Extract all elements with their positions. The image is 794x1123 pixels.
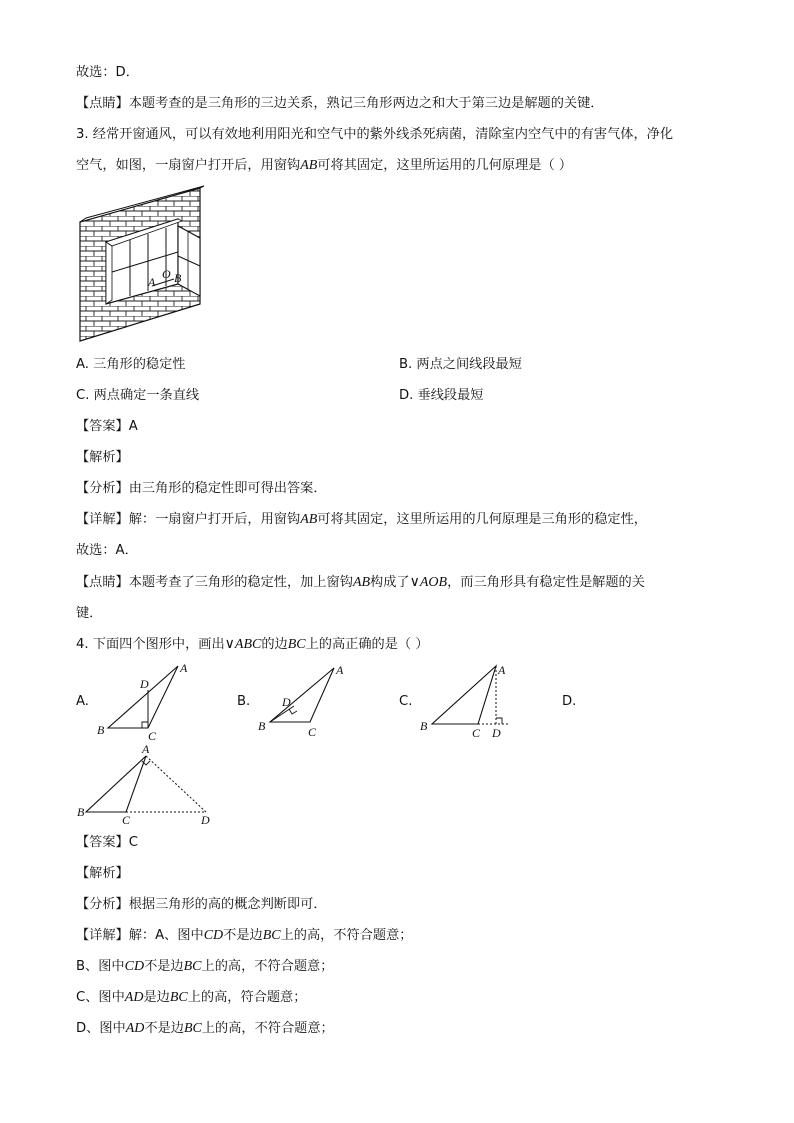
fig-option-c: C.	[399, 694, 413, 709]
label-D: D	[282, 695, 291, 709]
text-line: 【点睛】本题考查的是三角形的三边关系，熟记三角形两边之和大于第三边是解题的关键．	[76, 96, 604, 111]
detail-text: C、图中AD是边BC上的高，符合题意；	[76, 990, 307, 1005]
comment-text: 键．	[76, 606, 103, 621]
label-D: D	[492, 726, 501, 740]
label-A: A	[142, 742, 150, 756]
label-B: B	[420, 719, 428, 733]
window-figure	[78, 186, 213, 344]
option-d: D. 垂线段最短	[399, 388, 484, 403]
label-A: A	[498, 663, 506, 677]
triangle-figure-a	[92, 660, 202, 744]
analysis-text: 【分析】由三角形的稳定性即可得出答案．	[76, 481, 327, 496]
analysis-label: 【解析】	[76, 450, 129, 465]
detail-text: D、图中AD不是边BC上的高，不符合题意；	[76, 1021, 334, 1036]
analysis-label: 【解析】	[76, 866, 129, 881]
label-B: B	[174, 271, 182, 285]
answer-label: 【答案】A	[76, 419, 138, 434]
label-C: C	[308, 725, 317, 739]
label-C: C	[148, 729, 157, 743]
question-3-text: 3. 经常开窗通风，可以有效地利用阳光和空气中的紫外线杀死病菌，清除室内空气中的有害气体，净化	[76, 127, 674, 142]
text-line: 故选：D．	[76, 65, 139, 80]
detail-text: B、图中CD不是边BC上的高，不符合题意；	[76, 959, 334, 974]
comment-text: 【点睛】本题考查了三角形的稳定性，加上窗钩AB构成了∨AOB，而三角形具有稳定性是解题的关	[76, 575, 645, 590]
label-B: B	[77, 805, 85, 819]
label-A: A	[180, 661, 188, 675]
label-C: C	[472, 726, 481, 740]
question-4-text: 4. 下面四个图形中，画出∨ABC的边BC上的高正确的是（ ）	[76, 637, 429, 652]
fig-option-b: B.	[237, 694, 251, 709]
detail-text: 【详解】解：一扇窗户打开后，用窗钩AB可将其固定，这里所运用的几何原理是三角形的稳定性，	[76, 512, 647, 527]
label-A: A	[336, 663, 344, 677]
label-O: O	[162, 267, 171, 281]
fig-option-d: D.	[562, 694, 577, 709]
label-C: C	[122, 813, 131, 827]
label-A: A	[148, 275, 156, 289]
fig-option-a: A.	[76, 694, 89, 709]
triangle-figure-c	[416, 660, 526, 744]
label-B: B	[258, 719, 266, 733]
analysis-text: 【分析】根据三角形的高的概念判断即可．	[76, 897, 327, 912]
triangle-figure-d	[76, 742, 216, 828]
question-3-text: 空气，如图，一扇窗户打开后，用窗钩AB可将其固定，这里所运用的几何原理是（ ）	[76, 158, 573, 173]
choice-text: 故选：A．	[76, 543, 138, 558]
label-B: B	[97, 723, 105, 737]
label-D: D	[140, 677, 149, 691]
option-b: B. 两点之间线段最短	[399, 357, 522, 372]
detail-text: 【详解】解：A、图中CD不是边BC上的高，不符合题意；	[76, 928, 413, 943]
label-D: D	[201, 813, 210, 827]
option-c: C. 两点确定一条直线	[76, 388, 200, 403]
answer-label: 【答案】C	[76, 835, 138, 850]
triangle-figure-b	[254, 660, 364, 744]
option-a: A. 三角形的稳定性	[76, 357, 186, 372]
